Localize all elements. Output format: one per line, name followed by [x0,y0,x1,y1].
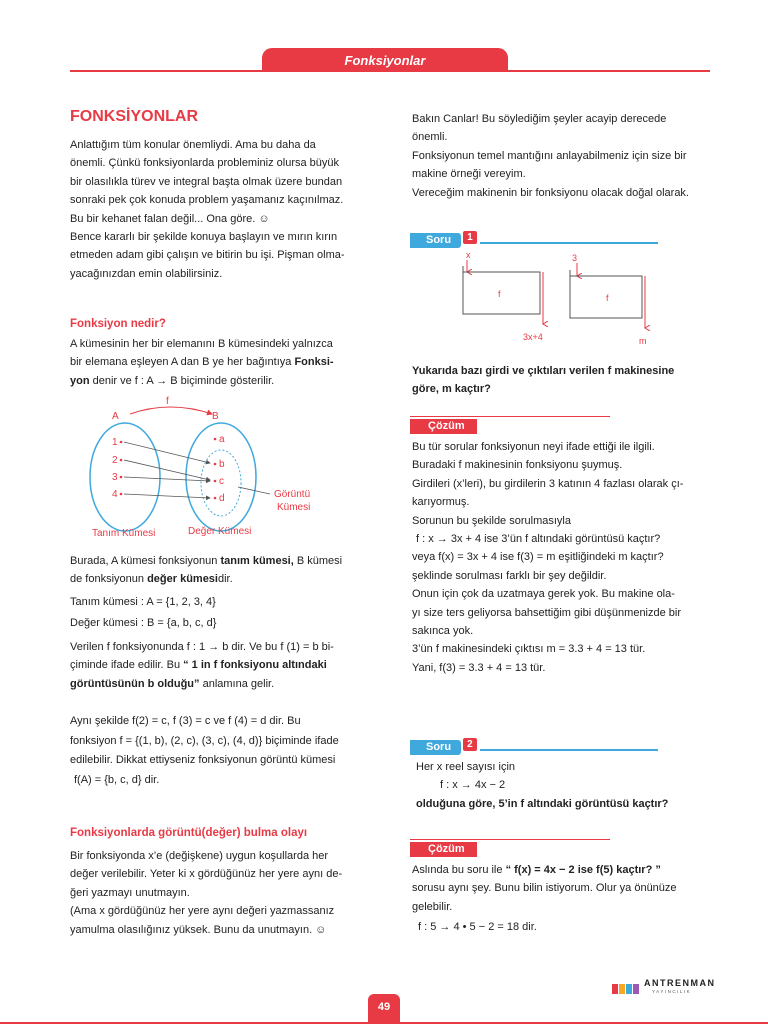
machine-2-label: f [606,293,609,303]
solution-line: 3’ün f makinesindeki çıktısı m = 3.3 + 4 = 13 tür. [412,643,646,656]
solution-line: yı size ters geliyorsa bahsettiğim gibi düşünmenizde bir [412,606,682,619]
solution-line: Sorunun bu şekilde sorulmasıyla [412,514,571,527]
solution-line: Onun için çok da uzatmaya gerek yok. Bu makine ola- [412,588,675,601]
text: çiminde ifade edilir. Bu [70,659,184,672]
solution-1-rule [410,416,610,417]
bold-text: tanım kümesi, [220,555,294,567]
text-line: değer verilebilir. Yeter ki x gördüğünüz her yere aynı de- [70,868,343,881]
codomain-caption: Değer Kümesi [188,526,252,537]
solution-line: gelebilir. [412,900,453,913]
intro-line: sonraki pek çok konuda problem yaşamanız kaçınılmaz. [70,194,344,207]
domain-element: 4 [112,489,118,500]
solution-1-header [410,416,477,434]
solution-2-text [412,861,712,937]
bold-text: “ 1 in f fonksiyonu altındaki [183,659,327,672]
solution-line: Girdileri (x’leri), bu girdilerin 3 katının 4 fazlası olarak çı- [412,477,684,490]
text: Aslında bu soru ile [412,864,506,876]
domain-element: 1 [112,437,118,448]
set-b-label: B [212,411,219,422]
text: anlamına gelir. [199,677,275,690]
question-line: Her x reel sayısı için [416,761,516,773]
domain-caption: Tanım Kümesi [92,528,156,539]
text: B kümesi [293,555,343,567]
intro-line: etmeden adam gibi çalışın ve bitirin bu işi. Pişman olma- [70,249,345,262]
text-line: ğeri yazmayı unutmayın. [70,886,190,899]
codomain-element: a [219,434,225,445]
question-formula: f : x → 4x − 2 [440,779,506,792]
notation-paragraph [70,638,370,693]
logo-subtitle: YAYINCILIK [652,989,692,994]
question-line: Yukarıda bazı girdi ve çıktıları verilen f makinesine [412,365,675,377]
definition-text: denir ve f : A → B biçiminde gösterilir. [89,374,275,387]
machine-2-input: 3 [572,253,578,263]
solution-line: Buradaki f makinesinin fonksiyonu şuymuş. [412,459,623,472]
domain-set-definition: Tanım kümesi : A = {1, 2, 3, 4} [70,596,216,608]
logo-name: ANTRENMAN [644,978,716,988]
definition-paragraph [70,335,370,390]
solution-line: Bu tür sorular fonksiyonun neyi ifade ettiği ile ilgili. [412,441,655,453]
text-line: Aynı şekilde f(2) = c, f (3) = c ve f (4) = d dir. Bu [70,715,301,727]
section-heading-goruntu: Fonksiyonlarda görüntü(değer) bulma olayı [70,827,308,839]
definition-line: A kümesinin her bir elemanını B kümesindeki yalnızca [70,338,333,350]
page-title: FONKSİYONLAR [70,108,198,125]
image-label-1: Görüntü [274,489,311,500]
machine-1-input: x [466,250,471,260]
domain-element: 2 [112,455,118,466]
mapping-4-d [124,494,210,498]
image-finding-paragraph [70,847,370,939]
definition-bold: yon [70,374,90,387]
function-set-paragraph [70,712,370,790]
mapping-1-b [124,442,210,463]
question-2-rule [480,749,658,751]
function-machines [440,248,670,348]
solution-line: şeklinde sorulması farklı bir şey değildir. [412,569,607,582]
machine-intro-paragraph [412,110,712,202]
solution-line: veya f(x) = 3x + 4 ise f(3) = m eşitliğindeki m kaçtır? [412,551,664,564]
solution-line: karıyormuş. [412,496,470,509]
text-line: Bir fonksiyonda x’e (değişkene) uygun koşullarda her [70,850,329,862]
question-number: 2 [463,738,477,751]
intro-paragraph [70,136,370,283]
set-definitions [70,592,216,634]
solution-2-rule [410,839,610,840]
definition-text: bir elemana eşleyen A dan B ye her bağıntıya [70,356,295,369]
solution-line: sorusu aynı şey. Bunu bilin istiyorum. Olur ya önünüze [412,882,677,895]
intro-line: önemli. Çünkü fonksiyonlarda probleminiz olursa büyük [70,157,340,170]
solution-label: Çözüm [410,419,477,434]
bold-text: değer kümesi [147,573,218,586]
mapping-2-c [124,460,210,480]
intro-line: Bence kararlı bir şekilde konuya başlayın ve mırın kırın [70,231,338,244]
question-label: Soru [410,233,461,248]
definition-bold: Fonksi- [294,356,334,369]
mapping-arrow-f [130,407,212,414]
mapping-3-c [124,477,210,481]
codomain-element: b [219,459,225,470]
text-line: (Ama x gördüğünüz her yere aynı değeri yazmassanız [70,905,335,918]
solution-formula: f : 5 → 4 • 5 − 2 = 18 dir. [418,921,537,934]
solution-1-text [412,438,712,677]
codomain-element: d [219,493,225,504]
text-line: edilebilir. Dikkat ettiyseniz fonksiyonun görüntü kümesi [70,754,336,766]
question-1-header [410,230,477,245]
function-mapping-diagram [70,392,370,542]
question-label: Soru [410,740,461,755]
question-number: 1 [463,231,477,244]
question-line: göre, m kaçtır? [412,383,491,396]
domain-element: 3 [112,472,118,483]
machine-1-output: 3x+4 [523,332,543,342]
question-line: olduğuna göre, 5’in f altındaki görüntüsü kaçtır? [416,797,669,810]
question-1-text [412,362,712,399]
question-2-text [416,758,716,813]
f-label: f [166,396,169,407]
intro-line: Bu bir kehanet falan değil... Ona göre. ☺ [70,212,270,225]
text-line: Bakın Canlar! Bu söylediğim şeyler acayip derecede [412,113,667,125]
solution-label: Çözüm [410,842,477,857]
page-number: 49 [368,994,400,1024]
chapter-title: Fonksiyonlar [262,48,508,72]
text-line: Vereceğim makinenin bir fonksiyonu olacak doğal olarak. [412,186,689,199]
set-a-label: A [112,411,119,422]
machine-2-output: m [639,336,647,346]
text-line: makine örneği vereyim. [412,168,526,181]
publisher-logo [612,978,717,1000]
solution-2-header [410,839,477,857]
bold-text: görüntüsünün b olduğu” [70,677,200,690]
solution-line: f : x → 3x + 4 ise 3’ün f altındaki görüntüsü kaçtır? [416,533,661,546]
text-line: f(A) = {b, c, d} dir. [74,773,160,786]
image-label-2: Kümesi [277,502,311,513]
sets-paragraph [70,552,370,589]
text: Burada, A kümesi fonksiyonun [70,555,221,567]
text: dir. [217,573,233,586]
text-line: Verilen f fonksiyonunda f : 1 → b dir. Ve bu f (1) = b bi- [70,641,334,653]
question-2-header [410,737,477,752]
intro-line: bir olasılıkla türev ve integral başta olmak üzere bundan [70,175,343,188]
bold-text: “ f(x) = 4x − 2 ise f(5) kaçtır? ” [505,864,661,876]
text-line: fonksiyon f = {(1, b), (2, c), (3, c), (4, d)} biçiminde ifade [70,734,339,747]
intro-line: Anlattığım tüm konular önemliydi. Ama bu daha da [70,139,316,151]
logo-icon [612,981,642,997]
text-line: Fonksiyonun temel mantığını anlayabilmeniz için size bir [412,149,687,162]
text-line: yamulma olasılığınız yüksek. Bunu da unutmayın. ☺ [70,923,327,936]
text-line: önemli. [412,131,448,144]
question-1-rule [480,242,658,244]
section-heading-fonksiyon-nedir: Fonksiyon nedir? [70,318,166,330]
codomain-element: c [219,476,224,487]
codomain-set-definition: Değer kümesi : B = {a, b, c, d} [70,617,217,629]
solution-line: Yani, f(3) = 3.3 + 4 = 13 tür. [412,661,546,674]
text: de fonksiyonun [70,573,148,586]
solution-line: sakınca yok. [412,625,474,638]
machine-1-body [463,266,540,314]
machine-1-label: f [498,289,501,299]
intro-line: yacağınızdan emin olabilirsiniz. [70,267,223,280]
